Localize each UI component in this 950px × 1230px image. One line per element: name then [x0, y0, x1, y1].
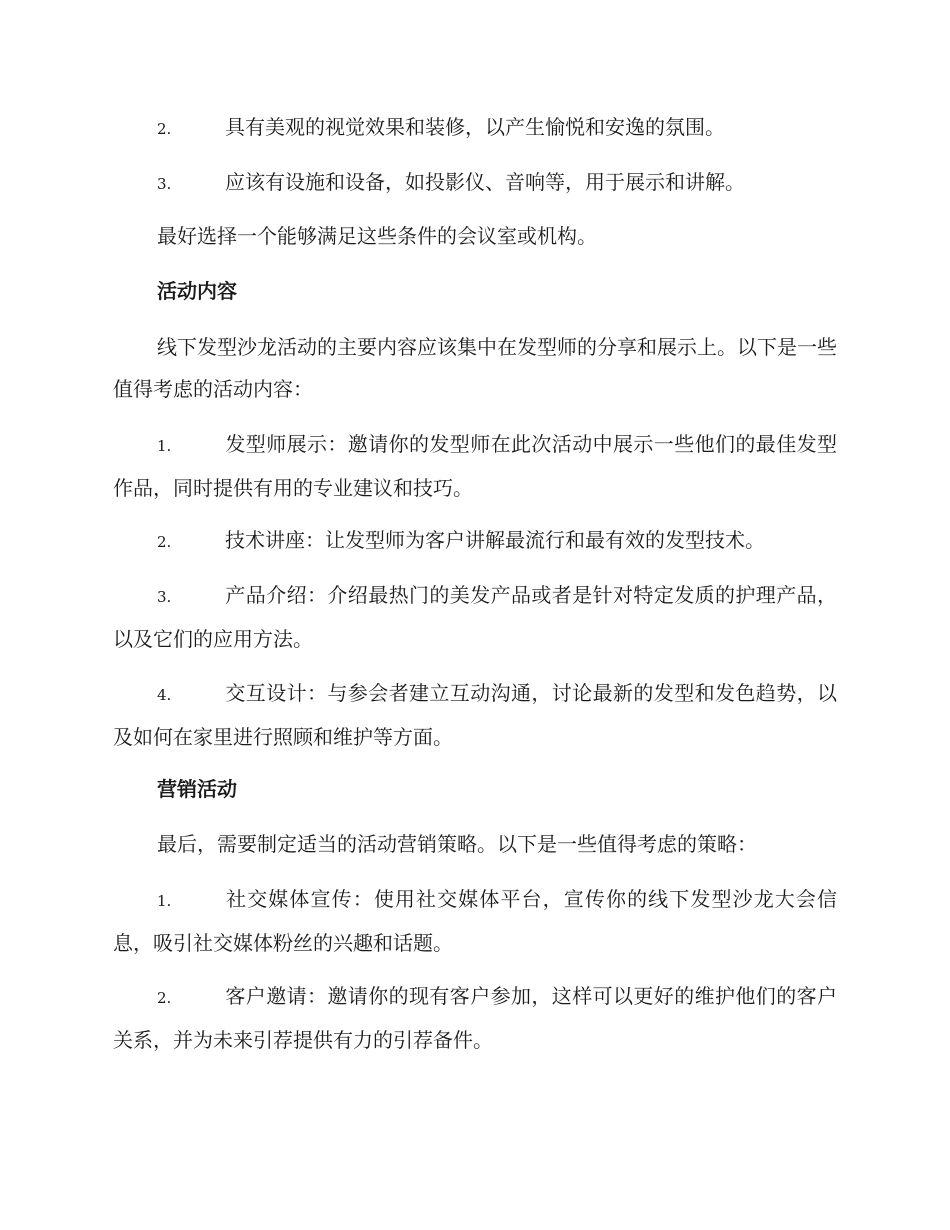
section-heading-activity: 活动内容	[157, 279, 237, 303]
list-number: 2.	[157, 533, 172, 551]
venue-summary-paragraph: 最好选择一个能够满足这些条件的会议室或机构。	[157, 224, 597, 248]
activity-intro-paragraph: 线下发型沙龙活动的主要内容应该集中在发型师的分享和展示上。以下是一些值得考虑的活动内容：	[113, 335, 837, 401]
list-item-text: 交互设计：与参会者建立互动沟通，讨论最新的发型和发色趋势，以及如何在家里进行照顾和维护等方面。	[113, 681, 837, 749]
list-item	[113, 423, 837, 509]
list-item-text: 客户邀请：邀请你的现有客户参加，这样可以更好的维护他们的客户关系，并为未来引荐提供有力的引荐备件。	[113, 984, 837, 1052]
list-item-text: 技术讲座：让发型师为客户讲解最流行和最有效的发型技术。	[225, 528, 765, 552]
list-number: 2.	[157, 989, 172, 1007]
list-item	[113, 161, 837, 205]
list-item	[113, 878, 837, 964]
list-item-text: 应该有设施和设备，如投影仪、音响等，用于展示和讲解。	[225, 170, 745, 194]
list-number: 1.	[157, 437, 172, 455]
list-item	[113, 574, 837, 660]
list-item	[113, 519, 837, 563]
list-number: 2.	[157, 120, 172, 138]
list-number: 3.	[157, 588, 172, 606]
list-number: 1.	[157, 892, 172, 910]
list-item-text: 社交媒体宣传：使用社交媒体平台，宣传你的线下发型沙龙大会信息，吸引社交媒体粉丝的兴趣和话题。	[113, 887, 837, 955]
list-item	[113, 672, 837, 758]
list-item-text: 具有美观的视觉效果和装修，以产生愉悦和安逸的氛围。	[225, 115, 725, 139]
section-heading-marketing: 营销活动	[157, 777, 237, 801]
list-item-text: 产品介绍：介绍最热门的美发产品或者是针对特定发质的护理产品，以及它们的应用方法。	[113, 583, 837, 651]
list-number: 4.	[157, 686, 172, 704]
list-number: 3.	[157, 175, 172, 193]
marketing-intro-paragraph: 最后，需要制定适当的活动营销策略。以下是一些值得考虑的策略：	[157, 832, 757, 856]
list-item	[113, 106, 837, 150]
list-item-text: 发型师展示：邀请你的发型师在此次活动中展示一些他们的最佳发型作品，同时提供有用的专业建议和技巧。	[113, 432, 837, 500]
list-item	[113, 975, 837, 1061]
